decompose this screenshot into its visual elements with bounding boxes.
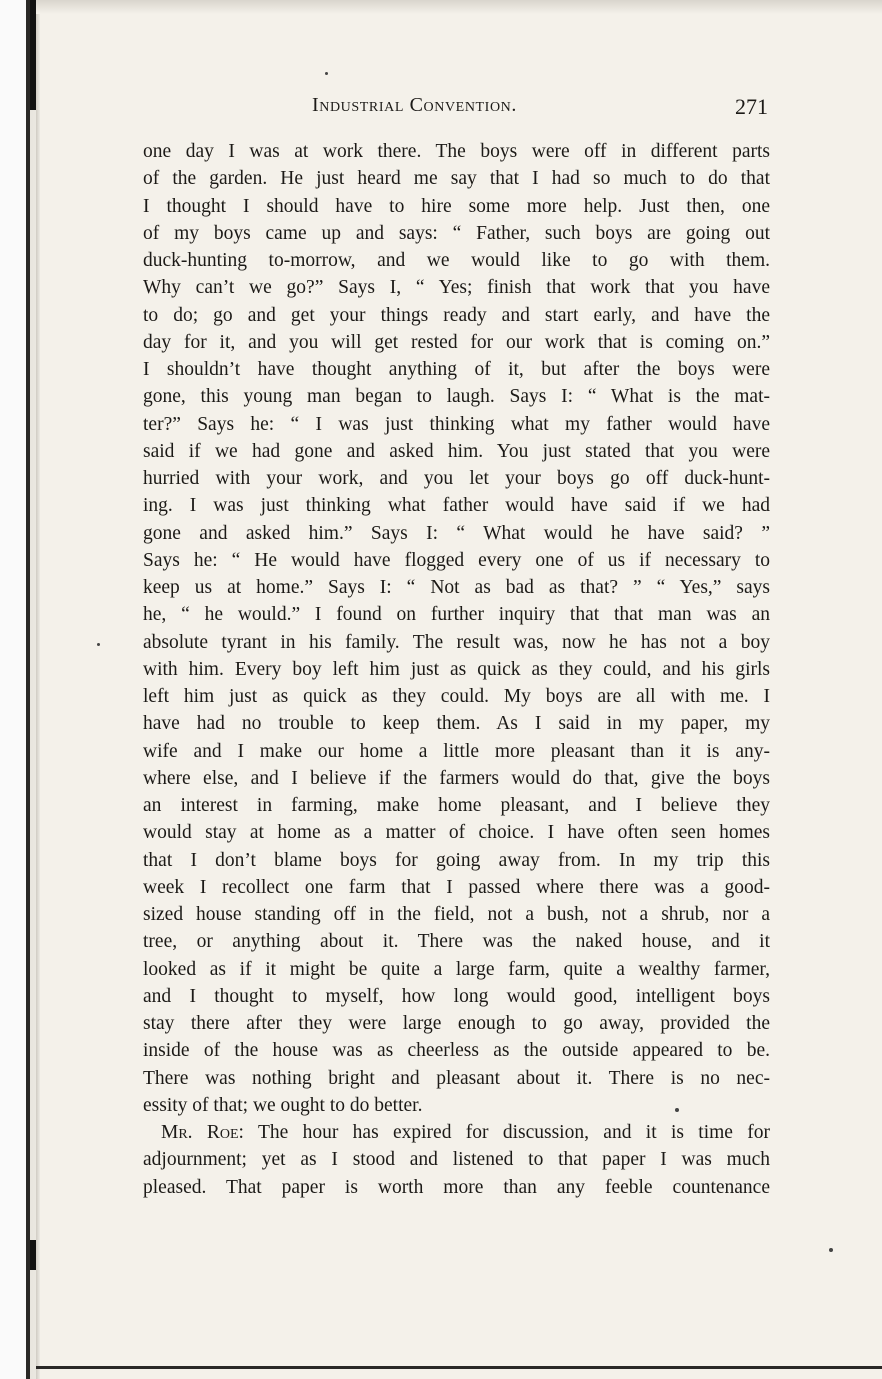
text-line	[143, 1119, 770, 1146]
text-line: gone, this young man began to laugh. Says I: “ What is the mat-	[143, 386, 770, 408]
text-line: I thought I should have to hire some more help. Just then, one	[143, 195, 770, 217]
text-line: tree, or anything about it. There was the naked house, and it	[143, 931, 770, 953]
text-line: have had no trouble to keep them. As I said in my paper, my	[143, 713, 770, 735]
page-bottom-edge	[36, 1366, 882, 1369]
text-line: Says he: “ He would have flogged every one of us if necessary to	[143, 549, 770, 571]
paragraph	[143, 138, 770, 1119]
text-line: of the garden. He just heard me say that I had so much to do that	[143, 168, 770, 190]
text-line: I shouldn’t have thought anything of it, but after the boys were	[143, 359, 770, 380]
text-line: stay there after they were large enough to go away, provided the	[143, 1013, 770, 1034]
text-line: he, “ he would.” I found on further inquiry that that man was an	[143, 604, 770, 626]
print-speck	[325, 72, 328, 75]
page-number: 271	[735, 94, 768, 119]
text-line: looked as if it might be quite a large farm, quite a wealthy farmer,	[143, 958, 770, 980]
text-line: and I thought to myself, how long would good, intelligent boys	[143, 985, 770, 1007]
print-speck	[829, 1248, 833, 1252]
text-fragment: The hour has expired for discussion, and it is time for	[257, 1122, 770, 1143]
text-line: absolute tyrant in his family. The result was, now he has not a boy	[143, 631, 770, 653]
running-head	[312, 94, 768, 128]
text-line: essity of that; we ought to do better.	[143, 1094, 423, 1116]
text-line: to do; go and get your things ready and start early, and have the	[143, 304, 770, 326]
page-top-edge	[36, 0, 882, 14]
speaker-name: Mr. Roe:	[161, 1122, 244, 1143]
text-line: of my boys came up and says: “ Father, such boys are going out	[143, 222, 770, 244]
text-line: duck-hunting to-morrow, and we would like to go with them.	[143, 250, 770, 271]
text-line: pleased. That paper is worth more than any feeble countenance	[143, 1176, 770, 1198]
text-line: would stay at home as a matter of choice. I have often seen homes	[143, 822, 770, 844]
text-line: keep us at home.” Says I: “ Not as bad as that? ” “ Yes,” says	[143, 577, 770, 598]
binding-mark-top	[30, 0, 36, 110]
text-line: one day I was at work there. The boys were off in different parts	[143, 141, 770, 162]
text-line: with him. Every boy left him just as quick as they could, and his girls	[143, 658, 770, 680]
text-line: adjournment; yet as I stood and listened to that paper I was much	[143, 1149, 770, 1171]
text-line: ter?” Says he: “ I was just thinking what my father would have	[143, 413, 770, 435]
text-line: gone and asked him.” Says I: “ What would he have said? ”	[143, 522, 770, 544]
page-gutter-shadow	[36, 0, 40, 1379]
text-line: said if we had gone and asked him. You just stated that you were	[143, 440, 770, 462]
text-line: left him just as quick as they could. My boys are all with me. I	[143, 686, 770, 707]
text-line: hurried with your work, and you let your boys go off duck-hunt-	[143, 468, 770, 489]
text-line: There was nothing bright and pleasant about it. There is no nec-	[143, 1067, 770, 1089]
text-line: sized house standing off in the field, not a bush, not a shrub, nor a	[143, 904, 770, 925]
text-line: wife and I make our home a little more pleasant than it is any-	[143, 740, 770, 762]
running-title: Industrial Convention.	[312, 94, 517, 116]
body-text	[143, 138, 770, 1201]
binding-mark-bottom	[30, 1240, 36, 1270]
text-line: inside of the house was as cheerless as the outside appeared to be.	[143, 1040, 770, 1062]
text-line: week I recollect one farm that I passed where there was a good-	[143, 876, 770, 898]
text-line: where else, and I believe if the farmers would do that, give the boys	[143, 767, 770, 789]
paragraph	[143, 1119, 770, 1201]
text-line: ing. I was just thinking what father would have said if we had	[143, 495, 770, 517]
text-line: an interest in farming, make home pleasant, and I believe they	[143, 795, 770, 816]
print-speck	[97, 643, 100, 646]
text-line: Why can’t we go?” Says I, “ Yes; finish that work that you have	[143, 277, 770, 299]
text-line: that I don’t blame boys for going away from. In my trip this	[143, 849, 770, 871]
text-line: day for it, and you will get rested for our work that is coming on.”	[143, 331, 770, 353]
page-binding-edge	[0, 0, 36, 1379]
